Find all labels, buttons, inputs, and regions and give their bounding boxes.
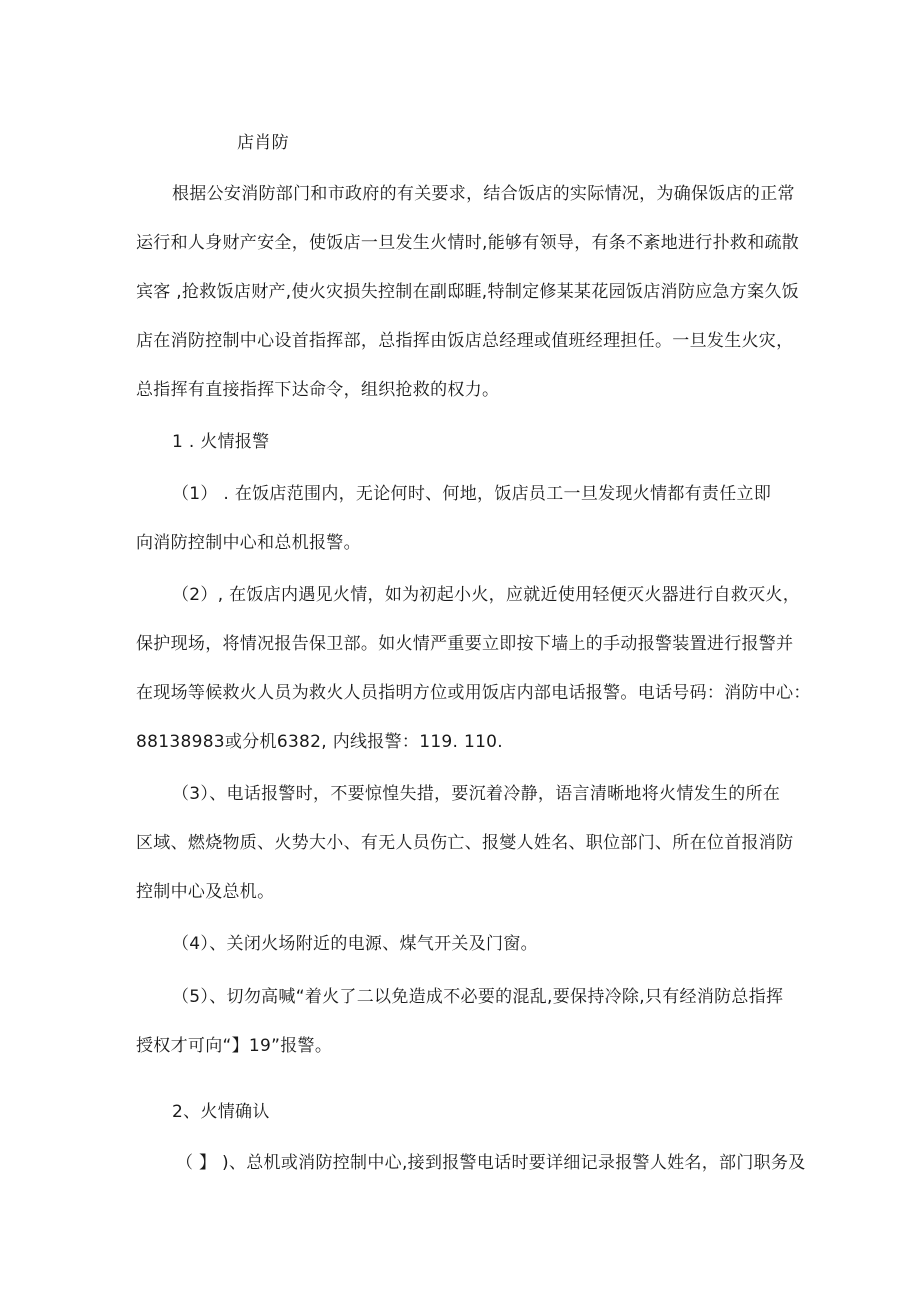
document-title: 店肖防 <box>237 133 289 153</box>
intro-line: 总指挥有直接指挥下达命令，组织抢救的权力。 <box>136 380 500 400</box>
intro-line: 运行和人身财产安全，使饭店一旦发生火情时,能够有领导，有条不紊地进行扑救和疏散 <box>136 233 800 253</box>
section1-item5-line: 授权才可向“】19”报警。 <box>136 1036 333 1056</box>
section1-item2-line: 在现场等候救火人员为救火人员指明方位或用饭店内部电话报警。电话号码：消防中心： <box>136 683 811 703</box>
section1-item3-line: （3）、电话报警时，不要惊惶失措，要沉着冷静，语言清晰地将火情发生的所在 <box>172 784 781 804</box>
section1-item2-line: （2）, 在饭店内遇见火情，如为初起小火，应就近使用轻便灭火器进行自救灭火， <box>172 585 801 605</box>
section1-item3-line: 区域、燃烧物质、火势大小、有无人员伤亡、报燮人姓名、职位部门、所在位首报消防 <box>136 833 794 853</box>
intro-line: 店在消防控制中心设首指挥部，总指挥由饭店总经理或值班经理担任。一旦发生火灾， <box>136 331 794 351</box>
section2-item1-line: （ 】 )、总机或消防控制中心,接到报警电话时要详细记录报警人姓名，部门职务及 <box>176 1153 806 1173</box>
intro-line: 宾客 ,抢救饭店财产,使火灾损失控制在副邸睚,特制定修某某花园饭店消防应急方案久饭 <box>136 282 799 302</box>
section1-item1-line: （1） . 在饭店范围内，无论何时、何地，饭店员工一旦发现火情都有责任立即 <box>172 484 772 504</box>
section1-item3-line: 控制中心及总机。 <box>136 882 275 902</box>
intro-line: 根据公安消防部门和市政府的有关要求，结合饭店的实际情况，为确保饭店的正常 <box>172 184 795 204</box>
section2-heading: 2、火情确认 <box>172 1102 270 1122</box>
section1-item5-line: （5）、切勿高喊“着火了二以免造成不必要的混乱,要保持冷除,只有经消防总指挥 <box>172 987 784 1007</box>
section1-heading: 1 . 火情报警 <box>172 432 270 452</box>
section1-item4-line: （4）、关闭火场附近的电源、煤气开关及门窗。 <box>172 934 538 954</box>
section1-item2-line: 88138983或分机6382, 内线报警：119. 110. <box>136 732 504 752</box>
section1-item2-line: 保护现场，将情况报告保卫部。如火情严重要立即按下墙上的手动报警装置进行报警并 <box>136 634 794 654</box>
section1-item1-line: 向消防控制中心和总机报警。 <box>136 533 361 553</box>
